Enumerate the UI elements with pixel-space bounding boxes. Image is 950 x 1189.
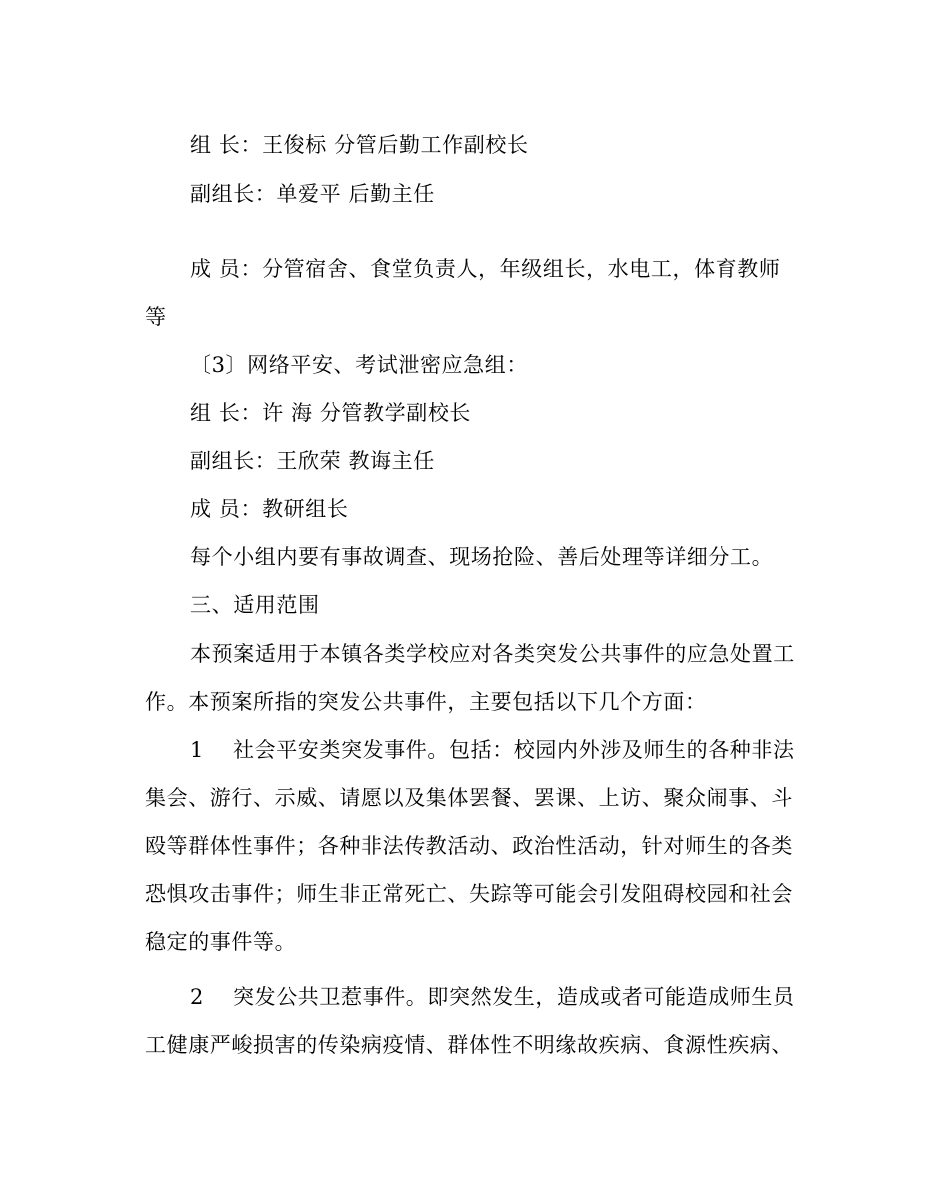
list-item [190,983,795,1011]
section-heading: 三、适用范围 [190,593,320,617]
text-line: 殴等群体性事件；各种非法传教活动、政治性活动，针对师生的各类 [145,834,793,858]
text-line: 副组长：单爱平 后勤主任 [190,182,435,206]
text-line: 本预案适用于本镇各类学校应对各类突发公共事件的应急处置工 [190,642,795,666]
text-line: 每个小组内要有事故调查、现场抢险、善后处理等详细分工。 [190,545,774,569]
text-line: 恐惧攻击事件；师生非正常死亡、失踪等可能会引发阻碍校园和社会 [145,882,793,906]
text-line: 工健康严峻损害的传染病疫情、群体性不明缘故疾病、食源性疾病、 [145,1033,793,1057]
text-line: 组 长：许 海 分管教学副校长 [190,401,472,425]
item-number: 1 [190,738,204,762]
list-item [190,736,795,764]
text-line: 作。本预案所指的突发公共事件，主要包括以下几个方面： [145,690,707,714]
text-line: 〔3〕网络平安、考试泄密应急组： [190,353,528,377]
text-line: 组 长：王俊标 分管后勤工作副校长 [190,133,529,157]
text-line: 成 员：分管宿舍、食堂负责人，年级组长，水电工，体育教师 [190,257,781,281]
text-line: 成 员：教研组长 [190,497,349,521]
text-line: 副组长：王欣荣 教诲主任 [190,449,435,473]
text-line: 等 [145,305,167,329]
text-line: 集会、游行、示威、请愿以及集体罢餐、罢课、上访、聚众闹事、斗 [145,786,793,810]
text-line: 突发公共卫惹事件。即突然发生，造成或者可能造成师生员 [233,985,795,1009]
text-line: 社会平安类突发事件。包括：校园内外涉及师生的各种非法 [233,738,795,762]
item-number: 2 [190,985,204,1009]
text-line: 稳定的事件等。 [145,930,297,954]
